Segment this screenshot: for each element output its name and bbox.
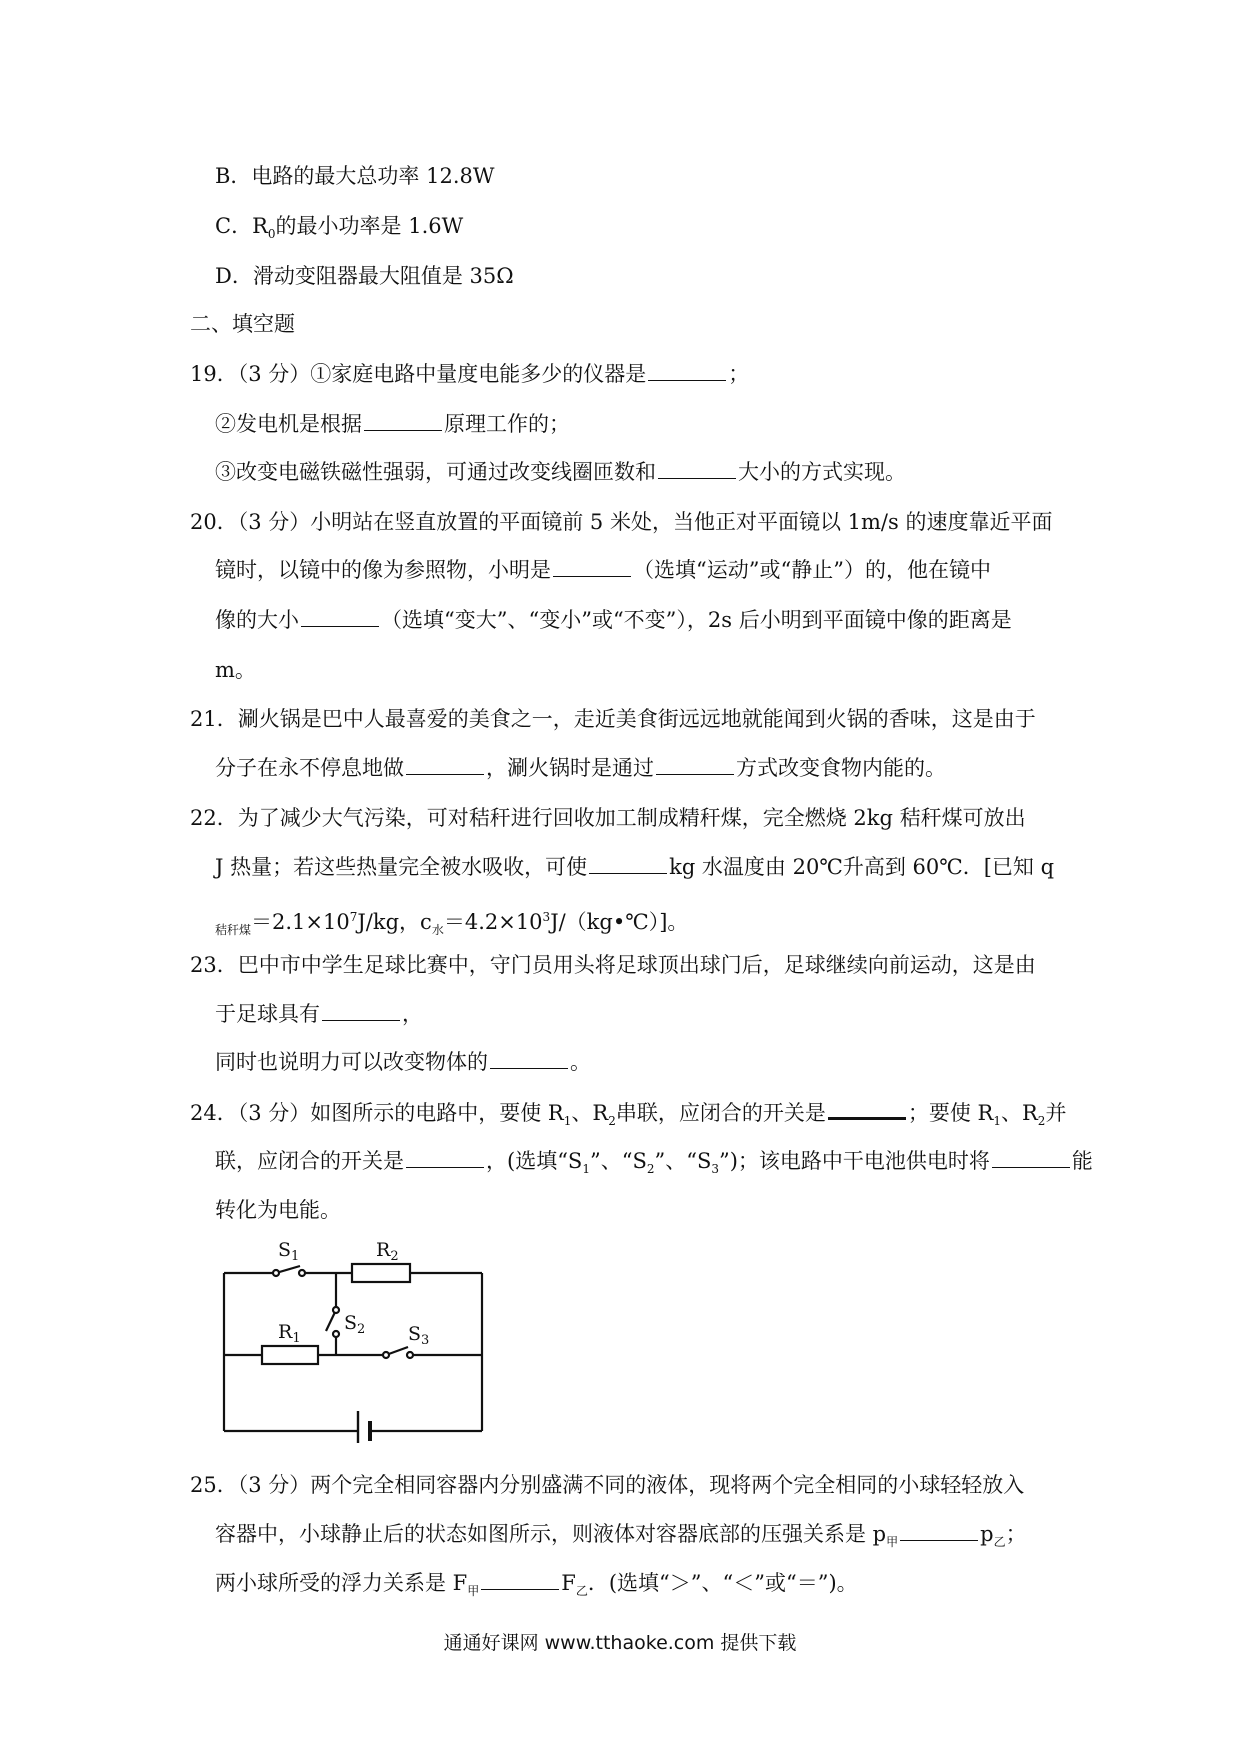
- question-19-line-2: ②发电机是根据 原理工作的；: [215, 412, 570, 436]
- question-22-line-1: 22．为了减少大气污染，可对秸秆进行回收加工制成精秆煤，完全燃烧 2kg 秸秆煤可放出: [190, 806, 1026, 830]
- question-20-line-3: 像的大小 （选填“变大”、“变小”或“不变”），2s 后小明到平面镜中像的距离是: [215, 608, 1012, 632]
- question-23-line-3: 同时也说明力可以改变物体的 。: [215, 1050, 591, 1074]
- switch-s2-contact: [333, 1331, 339, 1337]
- answer-blank[interactable]: [481, 1569, 559, 1590]
- question-21-line-1: 21．涮火锅是巴中人最喜爱的美食之一，走近美食街远远地就能闻到火锅的香味，这是由于: [190, 707, 1036, 731]
- switch-s3-contact: [383, 1352, 389, 1358]
- answer-blank[interactable]: [828, 1097, 906, 1120]
- option-c: C．$R_0$的最小功率是 1.6W: [215, 214, 464, 242]
- page-footer: 通通好课网 www.tthaoke.com 提供下载: [443, 1632, 797, 1654]
- label-r1: $R_1$: [278, 1321, 301, 1346]
- switch-s3-contact: [407, 1352, 413, 1358]
- answer-blank[interactable]: [992, 1147, 1070, 1168]
- option-d: D．滑动变阻器最大阻值是 35Ω: [215, 264, 514, 288]
- switch-s2-contact: [333, 1307, 339, 1313]
- question-22-line-3: $_{秸秆煤}=2.1\times 10^7J/kg$，$c_水=4.2\times 10^3J/(kg•℃)$]。: [215, 910, 689, 938]
- answer-blank[interactable]: [301, 606, 379, 627]
- question-20-line-1: 20．（3 分）小明站在竖直放置的平面镜前 5 米处，当他正对平面镜以 1m/s 的速度靠近平面: [190, 510, 1053, 534]
- question-25-line-1: 25．（3 分）两个完全相同容器内分别盛满不同的液体，现将两个完全相同的小球轻轻放入: [190, 1473, 1025, 1497]
- resistor-r2: [352, 1264, 410, 1282]
- answer-blank[interactable]: [900, 1520, 978, 1541]
- label-r2: $R_2$: [376, 1239, 399, 1264]
- answer-blank[interactable]: [589, 853, 667, 874]
- switch-s1-contact: [299, 1270, 305, 1276]
- answer-blank[interactable]: [553, 556, 631, 577]
- answer-blank[interactable]: [406, 754, 484, 775]
- question-24-line-2: 联，应闭合的开关是 ，(选填“$S_1$”、“$S_2$”、“$S_3$”)；该电路中干电池供电时将 能: [215, 1149, 1093, 1177]
- switch-s1-contact: [273, 1270, 279, 1276]
- answer-blank[interactable]: [490, 1048, 568, 1069]
- answer-blank[interactable]: [406, 1147, 484, 1168]
- answer-blank[interactable]: [364, 410, 442, 431]
- question-25-line-3: 两小球所受的浮力关系是 $F_甲$ $F_乙$．(选填“＞”、“＜”或“＝”)。: [215, 1571, 858, 1599]
- answer-blank[interactable]: [648, 360, 726, 381]
- answer-blank[interactable]: [656, 754, 734, 775]
- section-heading: 二、填空题: [190, 312, 295, 336]
- label-s3: $S_3$: [408, 1323, 430, 1348]
- question-20-line-2: 镜时，以镜中的像为参照物，小明是 （选填“运动”或“静止”）的，他在镜中: [215, 558, 991, 582]
- question-23-line-1: 23．巴中市中学生足球比赛中，守门员用头将足球顶出球门后，足球继续向前运动，这是由: [190, 953, 1036, 977]
- question-25-line-2: 容器中，小球静止后的状态如图所示，则液体对容器底部的压强关系是 $p_甲$ $p_乙$；: [215, 1522, 1027, 1550]
- question-20-line-4: m。: [215, 658, 256, 682]
- question-19-line-3: ③改变电磁铁磁性强弱，可通过改变线圈匝数和 大小的方式实现。: [215, 460, 906, 484]
- resistor-r1: [262, 1346, 318, 1364]
- answer-blank[interactable]: [658, 458, 736, 479]
- question-21-line-2: 分子在永不停息地做 ，涮火锅时是通过 方式改变食物内能的。: [215, 756, 946, 780]
- question-24-line-1: 24．（3 分）如图所示的电路中，要使 $R_1$、$R_2$串联，应闭合的开关是 ；要使 $R_1$、$R_2$并: [190, 1097, 1066, 1136]
- question-23-line-2: 于足球具有 ，: [215, 1002, 423, 1026]
- label-s2: $S_2$: [344, 1312, 366, 1337]
- option-b: B．电路的最大总功率 12.8W: [215, 164, 495, 188]
- circuit-diagram: [214, 1231, 494, 1446]
- question-24-line-3: 转化为电能。: [215, 1198, 341, 1222]
- question-19-line-1: 19．（3 分）①家庭电路中量度电能多少的仪器是 ；: [190, 362, 750, 386]
- question-22-line-2: J 热量；若这些热量完全被水吸收，可使 kg 水温度由 20℃升高到 60℃．[已知 q: [215, 855, 1055, 879]
- label-s1: $S_1$: [278, 1239, 300, 1264]
- answer-blank[interactable]: [322, 1000, 400, 1021]
